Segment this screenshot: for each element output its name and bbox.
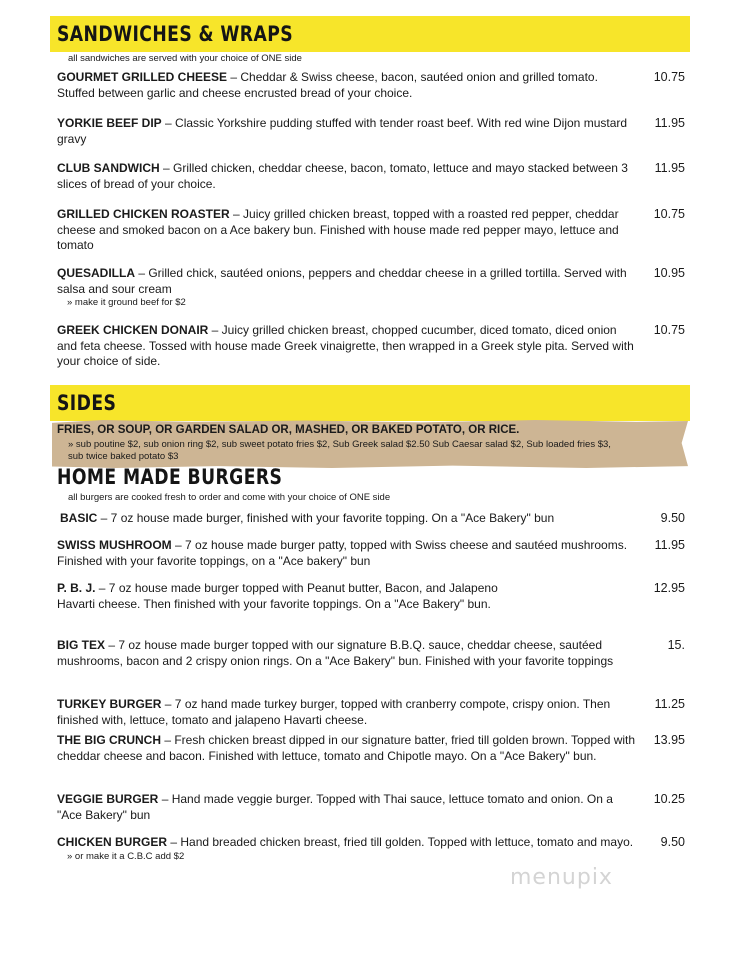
item-price: 11.95 xyxy=(654,116,685,130)
item-price: 10.75 xyxy=(653,207,685,221)
watermark-logo: menupix xyxy=(510,865,613,890)
sides-title: SIDES xyxy=(57,391,117,415)
item-price: 12.95 xyxy=(653,581,685,595)
sandwiches-note: all sandwiches are served with your choice of ONE side xyxy=(68,53,302,64)
item-name: QUESADILLA xyxy=(57,266,135,280)
item-desc: – Hand made veggie burger. Topped with Thai sauce, lettuce tomato and onion. On a "Ace Bakery" bun xyxy=(57,792,613,822)
sides-substitutions: » sub poutine $2, sub onion ring $2, sub sweet potato fries $2, Sub Greek salad $2.50 Sub Caesar salad $2, Sub loaded fries $3, sub twice baked potato $3 xyxy=(68,439,611,462)
item-name: GOURMET GRILLED CHEESE xyxy=(57,70,228,84)
menu-item-chicken-burger xyxy=(57,835,637,863)
item-desc: – Hand breaded chicken breast, fried till golden. Topped with lettuce, tomato and mayo. xyxy=(167,835,634,849)
item-desc: – 7 oz house made burger patty, topped with Swiss cheese and sautéed mushrooms. Finished with your favorite toppings, on a "Ace bakery" bun xyxy=(57,538,628,568)
item-price: 10.95 xyxy=(653,266,685,280)
item-desc: – Grilled chicken, cheddar cheese, bacon, tomato, lettuce and mayo stacked between 3 slices of bread of your choice. xyxy=(57,161,628,191)
item-desc: – 7 oz hand made turkey burger, topped with cranberry compote, crispy onion. Then finished with, lettuce, tomato and jalapeno Havarti cheese. xyxy=(57,697,611,727)
sides-banner xyxy=(50,385,690,421)
item-desc: – Juicy grilled chicken breast, topped with a roasted red pepper, cheddar cheese and smoked bacon on a Ace bakery bun. Finished with house made red pepper mayo, lettuce and tomato xyxy=(57,207,619,252)
item-price: 11.95 xyxy=(654,538,685,552)
menu-item-grilled-chicken-roaster xyxy=(57,207,637,254)
item-desc: – 7 oz house made burger topped with our signature B.B.Q. sauce, cheddar cheese, sautéed mushrooms, bacon and 2 crispy onion rings. On a "Ace Bakery" bun. Finished with your favorite toppings xyxy=(57,638,614,668)
item-price: 9.50 xyxy=(660,511,685,525)
item-name: CLUB SANDWICH xyxy=(57,161,160,175)
item-desc: – Cheddar & Swiss cheese, bacon, sautéed onion and grilled tomato. Stuffed between garlic and cheese encrusted bread of your choice. xyxy=(57,70,598,100)
sandwiches-title: SANDWICHES & WRAPS xyxy=(57,22,294,46)
menu-item-big-tex xyxy=(57,638,637,669)
item-price: 11.95 xyxy=(654,161,685,175)
item-name: BIG TEX xyxy=(57,638,106,652)
item-price: 10.75 xyxy=(653,70,685,84)
menu-item-veggie-burger xyxy=(57,792,637,823)
item-price: 11.25 xyxy=(654,697,685,711)
sides-options: FRIES, OR SOUP, OR GARDEN SALAD OR, MASHED, OR BAKED POTATO, OR RICE. xyxy=(57,424,520,436)
item-addon: » or make it a C.B.C add $2 xyxy=(67,850,185,862)
menu-item-basic xyxy=(60,511,640,527)
item-name: GREEK CHICKEN DONAIR xyxy=(57,323,209,337)
item-desc: – Juicy grilled chicken breast, chopped cucumber, diced tomato, diced onion and feta cheese. Tossed with house made Greek vinaigrette, then wrapped in a Greek style pita. Served with your choice of side. xyxy=(57,323,634,368)
menu-item-swiss-mushroom xyxy=(57,538,637,569)
item-name: VEGGIE BURGER xyxy=(57,792,159,806)
item-price: 15. xyxy=(667,638,685,652)
item-desc: – 7 oz house made burger, finished with your favorite topping. On a "Ace Bakery" bun xyxy=(97,511,555,525)
item-name: BASIC xyxy=(60,511,98,525)
menu-item-pbj xyxy=(57,581,507,612)
menu-item-greek-chicken-donair xyxy=(57,323,637,370)
menu-item-club-sandwich xyxy=(57,161,637,192)
item-addon: » make it ground beef for $2 xyxy=(67,297,186,308)
menu-item-the-big-crunch xyxy=(57,733,637,764)
item-desc: – Fresh chicken breast dipped in our signature batter, fried till golden brown. Topped with cheddar cheese and bacon. Finished with lettuce, tomato and Chipotle mayo. On a "Ace Bakery" bun. xyxy=(57,733,636,763)
item-desc: – Classic Yorkshire pudding stuffed with tender roast beef. With red wine Dijon mustard gravy xyxy=(57,116,628,146)
item-price: 10.25 xyxy=(653,792,685,806)
item-name: SWISS MUSHROOM xyxy=(57,538,172,552)
item-name: YORKIE BEEF DIP xyxy=(57,116,162,130)
item-name: P. B. J. xyxy=(57,581,96,595)
menu-item-quesadilla xyxy=(57,266,637,309)
menu-item-gourmet-grilled-cheese xyxy=(57,70,637,101)
menu-item-turkey-burger xyxy=(57,697,637,728)
item-desc: – Grilled chick, sautéed onions, peppers and cheddar cheese in a grilled tortilla. Served with salsa and sour cream xyxy=(57,266,627,296)
item-name: TURKEY BURGER xyxy=(57,697,162,711)
item-price: 10.75 xyxy=(653,323,685,337)
item-name: GRILLED CHICKEN ROASTER xyxy=(57,207,230,221)
item-name: CHICKEN BURGER xyxy=(57,835,168,849)
item-price: 13.95 xyxy=(653,733,685,747)
burgers-note: all burgers are cooked fresh to order and come with your choice of ONE side xyxy=(68,492,391,503)
menu-item-yorkie-beef-dip xyxy=(57,116,637,147)
item-price: 9.50 xyxy=(660,835,685,849)
burgers-title: HOME MADE BURGERS xyxy=(57,465,283,489)
item-desc: – 7 oz house made burger topped with Peanut butter, Bacon, and Jalapeno Havarti cheese. Then finished with your favorite toppings. On a "Ace Bakery" bun. xyxy=(57,581,498,611)
item-name: THE BIG CRUNCH xyxy=(57,733,161,747)
